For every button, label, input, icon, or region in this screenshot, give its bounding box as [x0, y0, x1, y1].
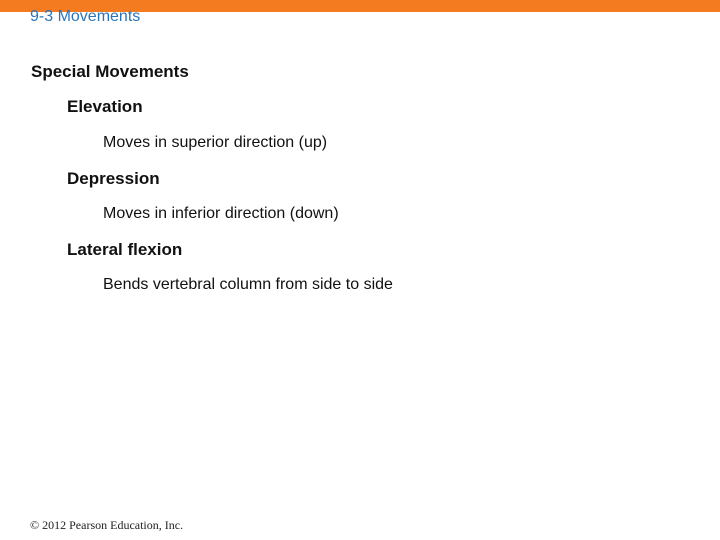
- bullet-description-lateral-flexion: Bends vertebral column from side to side: [103, 276, 393, 293]
- bullet-description-elevation: Moves in superior direction (up): [103, 134, 328, 151]
- copyright-footer: © 2012 Pearson Education, Inc.: [30, 518, 184, 532]
- bullet-term-elevation: Elevation: [67, 97, 143, 116]
- bullet-description-depression: Moves in inferior direction (down): [103, 205, 339, 222]
- bullet-term-lateral-flexion: Lateral flexion: [67, 240, 183, 259]
- section-heading: Special Movements: [31, 62, 189, 81]
- slide-title: 9-3 Movements: [30, 8, 141, 25]
- bullet-term-depression: Depression: [67, 169, 160, 188]
